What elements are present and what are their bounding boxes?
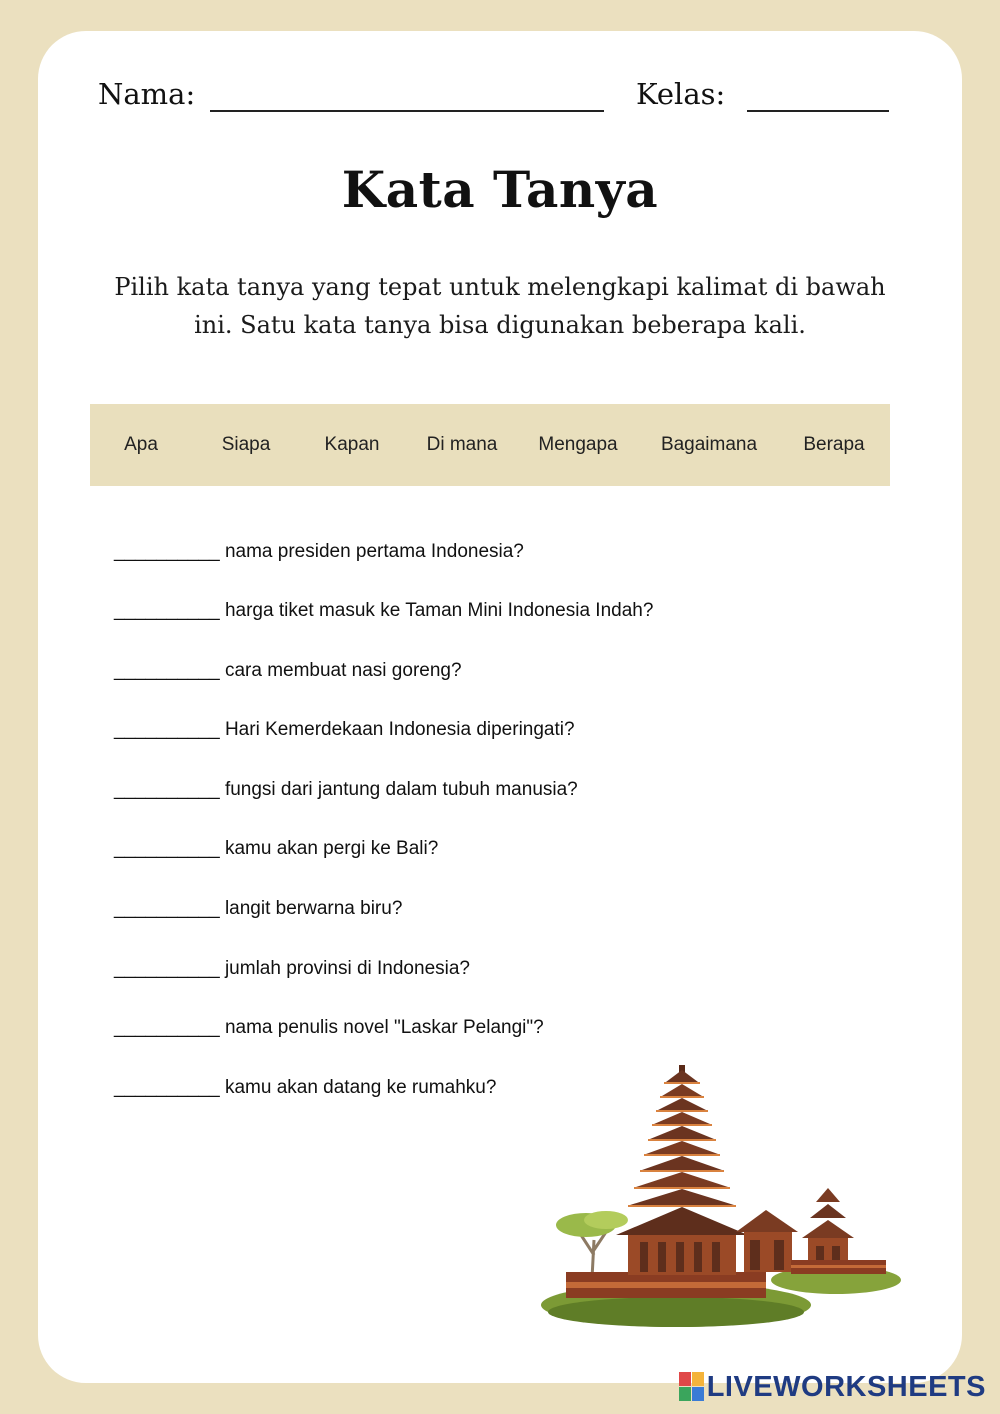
- question-item: [114, 1016, 544, 1040]
- temple-illustration: [536, 1060, 906, 1335]
- answer-blank[interactable]: __________: [114, 660, 220, 681]
- word-bank-item[interactable]: Apa: [124, 434, 158, 455]
- answer-blank[interactable]: __________: [114, 838, 220, 859]
- answer-blank[interactable]: __________: [114, 1077, 220, 1098]
- word-bank-item[interactable]: Kapan: [324, 434, 380, 455]
- question-item: [114, 957, 470, 981]
- question-item: [114, 897, 402, 921]
- question-item: [114, 540, 524, 564]
- word-bank-item[interactable]: Siapa: [221, 434, 271, 455]
- question-text: nama penulis novel "Laskar Pelangi"?: [224, 1017, 544, 1038]
- question-item: [114, 659, 462, 683]
- question-text: harga tiket masuk ke Taman Mini Indonesia Indah?: [224, 600, 654, 621]
- class-field[interactable]: [747, 110, 889, 112]
- liveworksheets-brand-text: LIVEWORKSHEETS: [706, 1370, 986, 1403]
- answer-blank[interactable]: __________: [114, 898, 220, 919]
- answer-blank[interactable]: __________: [114, 541, 220, 562]
- question-text: Hari Kemerdekaan Indonesia diperingati?: [224, 719, 575, 740]
- word-bank: [90, 404, 890, 486]
- class-label: Kelas:: [636, 77, 726, 111]
- liveworksheets-logo-icon: [679, 1372, 705, 1402]
- question-item: [114, 599, 653, 623]
- word-bank-item[interactable]: Mengapa: [538, 434, 618, 455]
- answer-blank[interactable]: __________: [114, 719, 220, 740]
- answer-blank[interactable]: __________: [114, 958, 220, 979]
- question-text: fungsi dari jantung dalam tubuh manusia?: [224, 779, 578, 800]
- answer-blank[interactable]: __________: [114, 600, 220, 621]
- question-text: kamu akan datang ke rumahku?: [224, 1077, 497, 1098]
- question-text: nama presiden pertama Indonesia?: [224, 541, 524, 562]
- word-bank-item[interactable]: Berapa: [803, 434, 865, 455]
- question-text: cara membuat nasi goreng?: [224, 660, 462, 681]
- answer-blank[interactable]: __________: [114, 779, 220, 800]
- name-label: Nama:: [98, 77, 196, 111]
- answer-blank[interactable]: __________: [114, 1017, 220, 1038]
- liveworksheets-logo: [679, 1370, 986, 1404]
- question-item: [114, 1076, 496, 1100]
- question-text: jumlah provinsi di Indonesia?: [224, 958, 470, 979]
- question-item: [114, 837, 438, 861]
- word-bank-item[interactable]: Bagaimana: [660, 434, 758, 455]
- question-item: [114, 718, 575, 742]
- page-title: Kata Tanya: [341, 160, 659, 219]
- word-bank-item[interactable]: Di mana: [426, 434, 498, 455]
- question-text: langit berwarna biru?: [224, 898, 403, 919]
- instruction-text: Pilih kata tanya yang tepat untuk melengkapi kalimat di bawah ini. Satu kata tanya bisa digunakan beberapa kali.: [114, 273, 886, 339]
- question-text: kamu akan pergi ke Bali?: [224, 838, 439, 859]
- name-field[interactable]: [210, 110, 604, 112]
- question-item: [114, 778, 578, 802]
